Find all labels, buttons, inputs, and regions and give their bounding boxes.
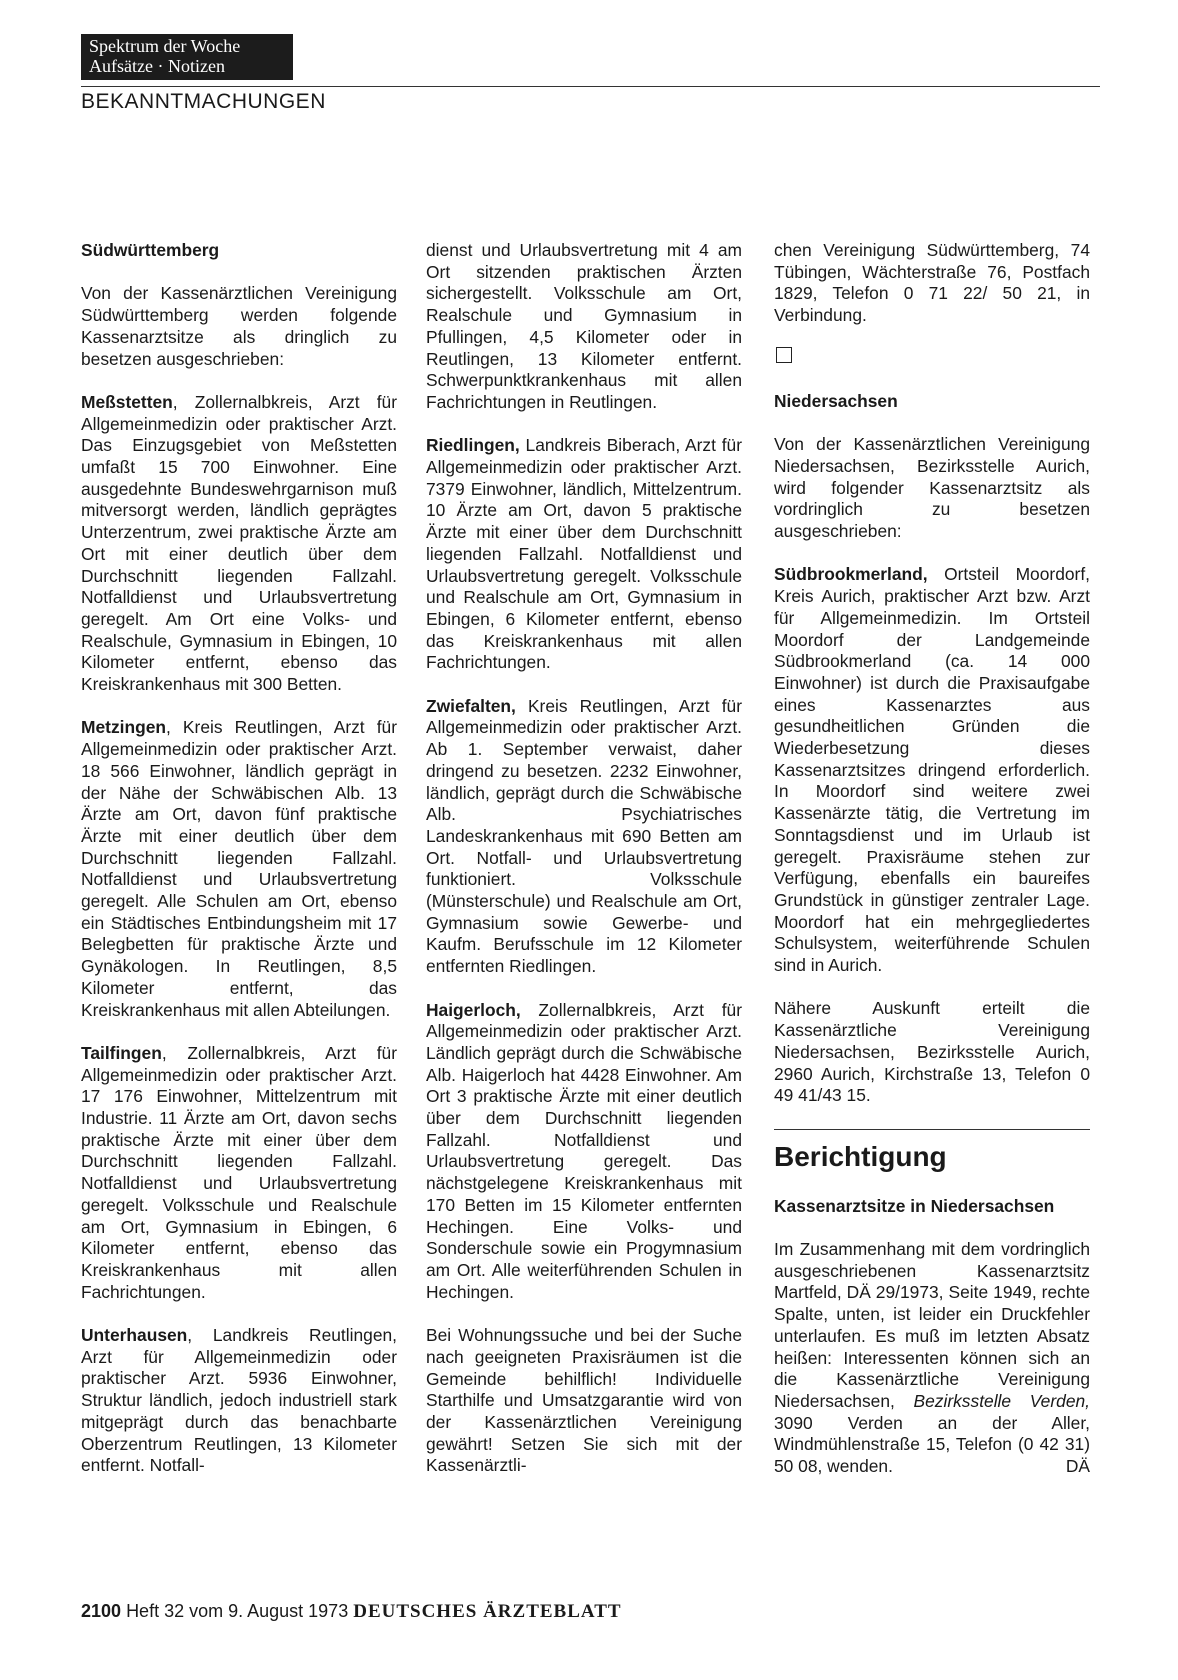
signature: DÄ [1065, 1456, 1090, 1477]
entry-text: , Landkreis Reutlingen, Arzt für Allgemeinmedizin oder praktischer Arzt. 5936 Einwohner, Struktur ländlich, jedoch industriell stark mitgeprägt durch das benachbarte Oberzentrum Reutlingen, 13 Kilometer entfernt. Notfall- [81, 1325, 397, 1476]
subheading-berichtigung: Kassenarztsitze in Niedersachsen [774, 1195, 1055, 1216]
entry-messstetten [81, 392, 397, 696]
page-number: 2100 [81, 1601, 122, 1621]
entry-text: Ortsteil Moordorf, Kreis Aurich, praktischer Arzt bzw. Arzt für Allgemeinmedizin. Im Ortsteil Moordorf der Landgemeinde Südbrookmerland (ca. 14 000 Einwohner) ist durch die Praxisaufgabe eines Kassenarztes aus gesundheitlichen Gründen die Wiederbesetzung dieses Kassenarztsitzes dringend erforderlich. In Moordorf sind weitere zwei Kassenärzte tätig, die Vertretung im Sonntagsdienst und im Urlaub ist geregelt. Praxisräume stehen zur Verfügung, ebenfalls ein baureifes Grundstück in günstiger zentraler Lage. Moordorf hat ein mehrgegliedertes Schulsystem, weiterführende Schulen sind in Aurich. [774, 564, 1090, 976]
section-end-square-icon [776, 347, 792, 363]
entry-text: Zollernalbkreis, Arzt für Allgemeinmedizin oder praktischer Arzt. Ländlich geprägt durch die Schwäbische Alb. Haigerloch hat 4428 Einwohner. Am Ort 3 praktische Ärzte mit einer deutlich über dem Durchschnitt liegenden Fallzahl. Notfalldienst und Urlaubsvertretung geregelt. Das nächstgelegene Kreiskrankenhaus mit 170 Betten im 15 Kilometer entfernten Hechingen. Eine Volks- und Sonderschule sowie ein Progymnasium am Ort. Alle weiterführenden Schulen in Hechingen. [426, 999, 742, 1302]
entry-unterhausen [81, 1325, 397, 1477]
entry-lead: Tailfingen [81, 1042, 162, 1063]
entry-text: Landkreis Biberach, Arzt für Allgemeinmedizin oder praktischer Arzt. 7379 Einwohner, ländlich, Mittelzentrum. 10 Ärzte am Ort, davon 5 praktische Ärzte mit einer über dem Durchschnitt liegenden Fallzahl. Notfalldienst und Urlaubsvertretung geregelt. Volksschule und Realschule am Ort, Gymnasium in Ebingen, 6 Kilometer entfernt, ebenso das Kreiskrankenhaus mit allen Fachrichtungen. [426, 435, 742, 673]
entry-suedbrookmerland [774, 564, 1090, 976]
heading-niedersachsen: Niedersachsen [774, 390, 898, 411]
entry-text: , Zollernalbkreis, Arzt für Allgemeinmedizin oder praktischer Arzt. 17 176 Einwohner, Mittelzentrum mit Industrie. 11 Ärzte am Ort, davon sechs praktische Ärzte mit einer über dem Durchschnitt liegenden Fallzahl. Notfalldienst und Urlaubsvertretung geregelt. Volksschule und Realschule am Ort, Gymnasium in Ebingen, 6 Kilometer entfernt, ebenso das Kreiskrankenhaus mit allen Fachrichtungen. [81, 1042, 397, 1302]
entry-metzingen [81, 717, 397, 1021]
publication-name: DEUTSCHES ÄRZTEBLATT [353, 1601, 622, 1622]
berichtigung-rule [774, 1129, 1090, 1130]
entry-unterhausen-cont: dienst und Urlaubsvertretung mit 4 am Ort sitzenden praktischen Ärzten sichergestellt. Volksschule am Ort, Realschule und Gymnasium in Pfullingen, 4,5 Kilometer oder in Reutlingen, 13 Kilometer entfernt. Schwerpunktkrankenhaus mit allen Fachrichtungen in Reutlingen. [426, 240, 742, 412]
berichtigung-text-1: Im Zusammenhang mit dem vordringlich ausgeschriebenen Kassenarztsitz Martfeld, DÄ 29/1973, Seite 1949, rechte Spalte, unten, ist leider ein Druckfehler unterlaufen. Es muß im letzten Absatz heißen: Interessenten können sich an die Kassenärztliche Vereinigung Niedersachsen, [774, 1239, 1090, 1411]
heading-berichtigung: Berichtigung [774, 1140, 947, 1172]
text-berichtigung [774, 1239, 1090, 1478]
closing-suedwuerttemberg: Bei Wohnungssuche und bei der Suche nach geeigneten Praxisräumen ist die Gemeinde behilflich! Individuelle Starthilfe und Umsatzgarantie wird von der Kassenärztlichen Vereinigung gewährt! Setzen Sie sich mit der Kassenärztli- [426, 1325, 742, 1476]
entry-lead: Unterhausen [81, 1325, 188, 1346]
entry-lead: Südbrookmerland, [774, 564, 928, 585]
closing-suedwuerttemberg-cont: chen Vereinigung Südwürttemberg, 74 Tübingen, Wächterstraße 76, Postfach 1829, Telefon 0 71 22/ 50 21, in Verbindung. [774, 240, 1090, 326]
intro-suedwuerttemberg: Von der Kassenärztlichen Vereinigung Südwürttemberg werden folgende Kassenarztsitze als dringlich zu besetzen ausgeschrieben: [81, 283, 397, 369]
entry-lead: Riedlingen, [426, 435, 520, 456]
section-title: BEKANNTMACHUNGEN [81, 90, 326, 113]
berichtigung-italic: Bezirksstelle Verden, [913, 1390, 1090, 1411]
heading-suedwuerttemberg: Südwürttemberg [81, 240, 220, 260]
entry-lead: Zwiefalten, [426, 695, 516, 716]
column-3 [774, 240, 1090, 1499]
entry-lead: Metzingen [81, 717, 167, 738]
page-footer [81, 1600, 622, 1623]
contact-niedersachsen: Nähere Auskunft erteilt die Kassenärztliche Vereinigung Niedersachsen, Bezirksstelle Aurich, 2960 Aurich, Kirchstraße 13, Telefon 0 49 41/43 15. [774, 998, 1090, 1106]
column-2 [426, 240, 742, 1499]
issue-info: Heft 32 vom 9. August 1973 [126, 1601, 349, 1621]
intro-niedersachsen: Von der Kassenärztlichen Vereinigung Niedersachsen, Bezirksstelle Aurich, wird folgender Kassenarztsitz als vordringlich zu besetzen ausgeschrieben: [774, 434, 1090, 542]
kicker-line-1: Spektrum der Woche [89, 36, 241, 56]
section-kicker [81, 34, 293, 80]
entry-text: Kreis Reutlingen, Arzt für Allgemeinmedizin oder praktischer Arzt. Ab 1. September verwaist, daher dringend zu besetzen. 2232 Einwohner, ländlich, geprägt durch die Schwäbische Alb. Psychiatrisches Landeskrankenhaus mit 690 Betten am Ort. Notfall- und Urlaubsvertretung funktioniert. Volksschule (Münsterschule) und Realschule am Ort, Gymnasium sowie Gewerbe- und Kaufm. Berufsschule im 12 Kilometer entfernten Riedlingen. [426, 695, 742, 977]
entry-riedlingen [426, 435, 742, 674]
kicker-line-2: Aufsätze · Notizen [89, 56, 225, 76]
berichtigung-text-2: 3090 Verden an der Aller, Windmühlenstraße 15, Telefon (0 42 31) 50 08, wenden. [774, 1412, 1090, 1477]
entry-lead: Haigerloch, [426, 999, 521, 1020]
entry-lead: Meßstetten [81, 391, 173, 412]
entry-zwiefalten [426, 696, 742, 978]
entry-text: , Kreis Reutlingen, Arzt für Allgemeinmedizin oder praktischer Arzt. 18 566 Einwohner, ländlich geprägt in der Nähe der Schwäbischen Alb. 13 Ärzte am Ort, davon fünf praktische Ärzte mit einer deutlich über dem Durchschnitt liegenden Fallzahl. Notfalldienst und Urlaubsvertretung geregelt. Alle Schulen am Ort, ebenso ein Städtisches Entbindungsheim mit 17 Belegbetten für praktische Ärzte und Gynäkologen. In Reutlingen, 8,5 Kilometer entfernt, das Kreiskrankenhaus mit allen Abteilungen. [81, 717, 397, 1020]
column-1 [81, 240, 397, 1499]
entry-haigerloch [426, 1000, 742, 1304]
entry-text: , Zollernalbkreis, Arzt für Allgemeinmedizin oder praktischer Arzt. Das Einzugsgebiet von Meßstetten umfaßt 15 700 Einwohner. Eine ausgedehnte Bundeswehrgarnison muß mitversorgt werden, ländlich geprägtes Unterzentrum, zwei praktische Ärzte am Ort mit einer deutlich über dem Durchschnitt liegenden Fallzahl. Notfalldienst und Urlaubsvertretung geregelt. Am Ort eine Volks- und Realschule, Gymnasium in Ebingen, 10 Kilometer entfernt, ebenso das Kreiskrankenhaus mit 300 Betten. [81, 391, 397, 695]
entry-tailfingen [81, 1043, 397, 1303]
header-rule [81, 86, 1100, 87]
